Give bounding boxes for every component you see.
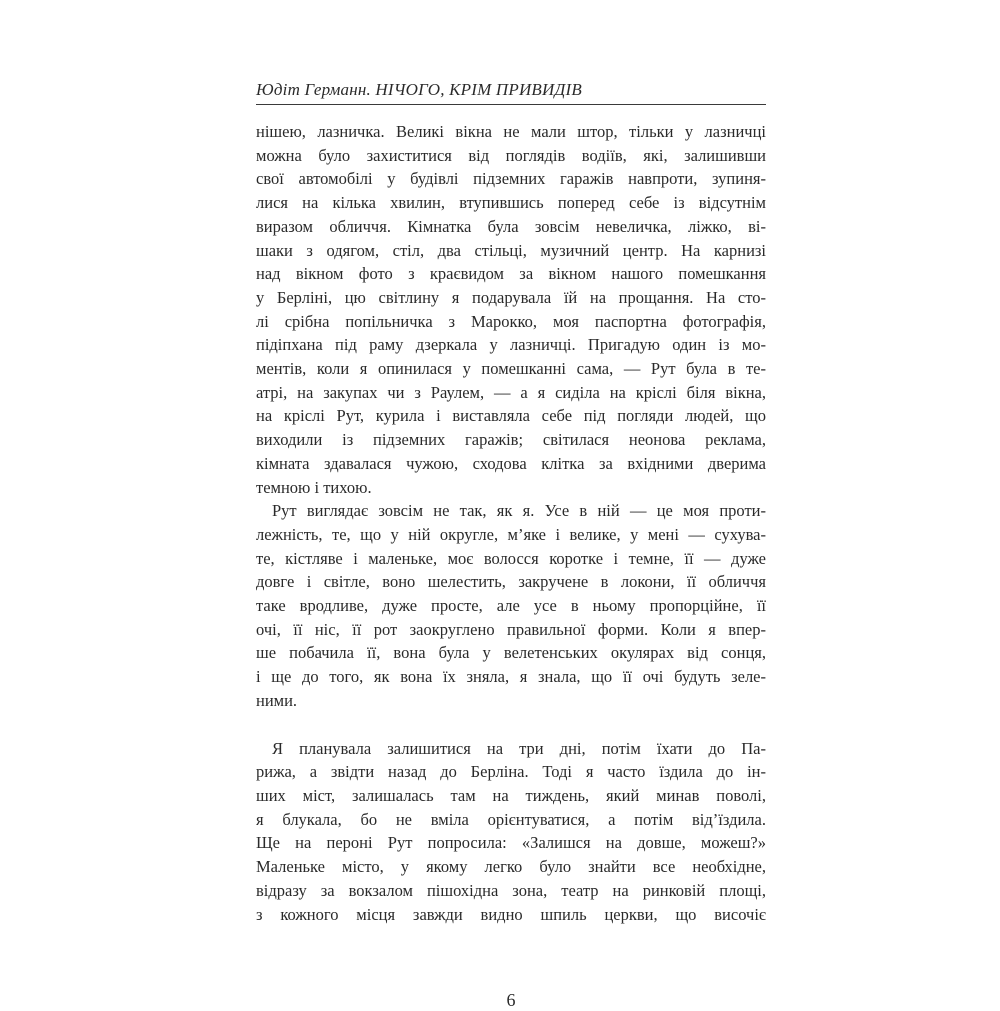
- text-line: відразу за вокзалом пішохідна зона, театр на ринковій площі,: [256, 880, 766, 900]
- section-break: [256, 713, 766, 737]
- running-header: Юдіт Германн. НІЧОГО, КРІМ ПРИВИДІВ: [256, 80, 766, 105]
- text-line: і ще до того, як вона їх зняла, я знала, що її очі будуть зеле-: [256, 667, 766, 687]
- text-line: лі срібна попільничка з Марокко, моя паспортна фотографія,: [256, 311, 766, 331]
- text-line: на кріслі Рут, курила і виставляла себе під погляди людей, що: [256, 406, 766, 426]
- text-line: ше побачила її, вона була у велетенських окулярах від сонця,: [256, 643, 766, 663]
- text-line: Я планувала залишитися на три дні, потім їхати до Па-: [272, 738, 766, 758]
- text-line: ментів, коли я опинилася у помешканні сама, — Рут була в те-: [256, 359, 766, 379]
- text-line: виходили із підземних гаражів; світилася неонова реклама,: [256, 430, 766, 450]
- paragraph-1: [256, 120, 766, 499]
- text-line: можна було захиститися від поглядів водіїв, які, залишивши: [256, 145, 766, 165]
- text-line: Рут виглядає зовсім не так, як я. Усе в ній — це моя проти-: [272, 501, 766, 521]
- text-line: темною і тихою.: [256, 477, 372, 497]
- text-line: атрі, на закупах чи з Раулем, — а я сиділа на кріслі біля вікна,: [256, 382, 766, 402]
- text-line: я блукала, бо не вміла орієнтуватися, а потім від’їздила.: [256, 809, 766, 829]
- text-line: над вікном фото з краєвидом за вікном нашого помешкання: [256, 264, 766, 284]
- text-line: лежність, те, що у ній округле, м’яке і велике, у мені — сухува-: [256, 524, 766, 544]
- text-line: лися на кілька хвилин, втупившись поперед себе із відсутнім: [256, 193, 766, 213]
- text-line: виразом обличчя. Кімнатка була зовсім невеличка, ліжко, ві-: [256, 216, 766, 236]
- text-line: підіпхана під раму дзеркала у лазничці. Пригадую один із мо-: [256, 335, 766, 355]
- text-line: довге і світле, воно шелестить, закручене в локони, її обличчя: [256, 572, 766, 592]
- text-line: шаки з одягом, стіл, два стільці, музичний центр. На карнизі: [256, 240, 766, 260]
- text-line: Ще на пероні Рут попросила: «Залишся на довше, можеш?»: [256, 833, 766, 853]
- text-line: ними.: [256, 690, 298, 710]
- text-line: у Берліні, цю світлину я подарувала їй на прощання. На сто-: [256, 287, 766, 307]
- text-line: свої автомобілі у будівлі підземних гаражів навпроти, зупиня-: [256, 169, 766, 189]
- page-number: 6: [506, 990, 516, 1010]
- text-line: таке вродливе, дуже просте, але усе в ньому пропорційне, її: [256, 596, 766, 616]
- book-page: [256, 80, 766, 1010]
- text-line: з кожного місця завжди видно шпиль церкви, що височіє: [256, 904, 766, 924]
- text-line: те, кістляве і маленьке, моє волосся коротке і темне, її — дуже: [256, 548, 766, 568]
- text-line: ших міст, залишалась там на тиждень, який минав поволі,: [256, 785, 766, 805]
- text-line: кімната здавалася чужою, сходова клітка за вхідними дверима: [256, 453, 766, 473]
- text-line: Маленьке місто, у якому легко було знайти все необхідне,: [256, 857, 766, 877]
- paragraph-3: [256, 737, 766, 927]
- text-line: нішею, лазничка. Великі вікна не мали штор, тільки у лазничці: [256, 122, 766, 141]
- text-line: рижа, а звідти назад до Берліна. Тоді я часто їздила до ін-: [256, 762, 766, 782]
- text-line: очі, її ніс, її рот заокруглено правильної форми. Коли я впер-: [256, 619, 766, 639]
- body-text: [256, 120, 766, 926]
- paragraph-2: [256, 499, 766, 712]
